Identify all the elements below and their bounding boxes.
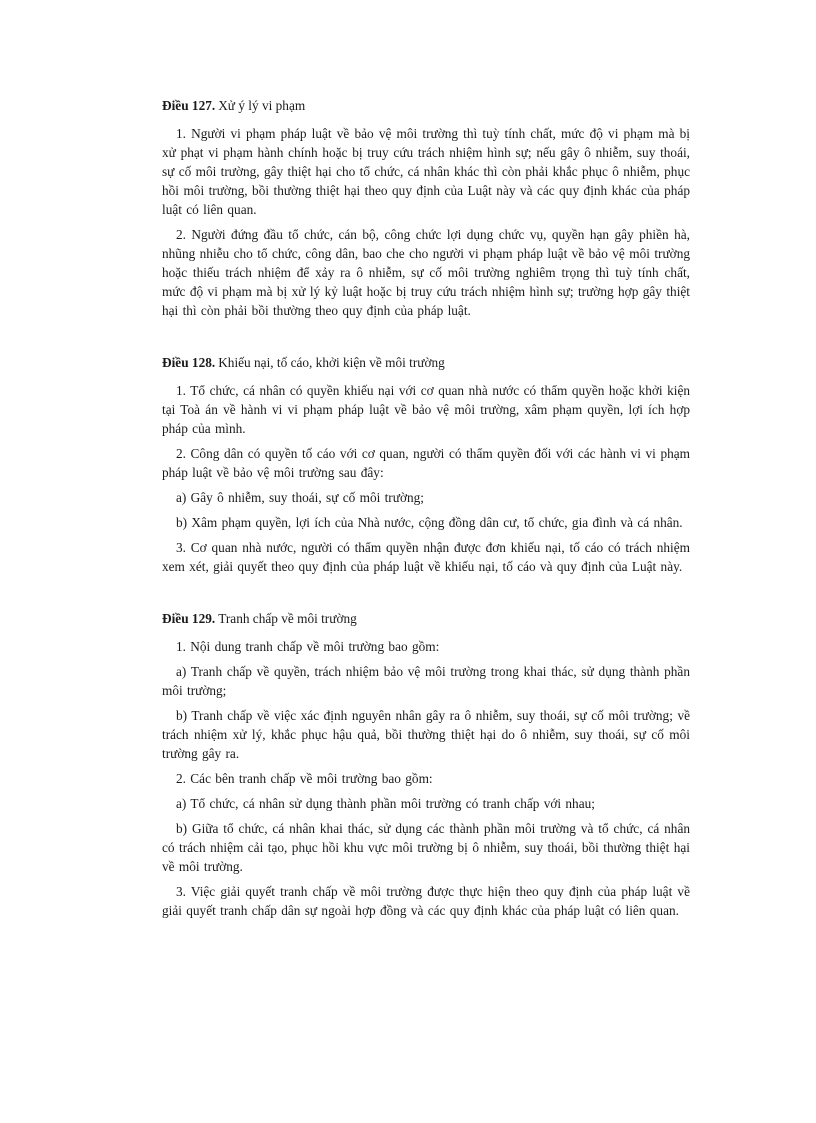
paragraph: a) Tổ chức, cá nhân sử dụng thành phần môi trường có tranh chấp với nhau; xyxy=(176,796,595,811)
article-number: Điều 129. xyxy=(162,611,216,626)
article-number: Điều 127. xyxy=(162,98,216,113)
article-number: Điều 128. xyxy=(162,355,216,370)
paragraph: 3. Việc giải quyết tranh chấp về môi trường được thực hiện theo quy định của pháp luật về giải quyết tranh chấp dân sự ngoài hợp đồng và các quy định khác của pháp luật có liên quan. xyxy=(162,884,690,918)
paragraph: 1. Người vi phạm pháp luật về bảo vệ môi trường thì tuỳ tính chất, mức độ vi phạm mà bị xử phạt vi phạm hành chính hoặc bị truy cứu trách nhiệm hình sự; nếu gây ô nhiễm, suy thoái, sự cố môi trường, gây thiệt hại cho tổ chức, cá nhân khác thì còn phải khắc phục ô nhiễm, phục hồi môi trường, bồi thường thiệt hại theo quy định của Luật này và các quy định khác của pháp luật có liên quan. xyxy=(162,126,690,217)
paragraph: b) Tranh chấp về việc xác định nguyên nhân gây ra ô nhiễm, suy thoái, sự cố môi trường; về trách nhiệm xử lý, khắc phục hậu quả, bồi thường thiệt hại do ô nhiễm, suy thoái, sự cố môi trường gây ra. xyxy=(162,708,690,761)
article-title: Xử ý lý vi phạm xyxy=(218,98,306,113)
paragraph: b) Giữa tổ chức, cá nhân khai thác, sử dụng các thành phần môi trường và tổ chức, cá nhân có trách nhiệm cải tạo, phục hồi khu vực môi trường bị ô nhiễm, suy thoái, bồi thường thiệt hại về môi trường. xyxy=(162,821,690,874)
paragraph: 3. Cơ quan nhà nước, người có thẩm quyền nhận được đơn khiếu nại, tố cáo có trách nhiệm xem xét, giải quyết theo quy định của pháp luật về khiếu nại, tố cáo và quy định của Luật này. xyxy=(162,540,690,574)
document-page xyxy=(162,96,690,926)
paragraph: 2. Người đứng đầu tổ chức, cán bộ, công chức lợi dụng chức vụ, quyền hạn gây phiền hà, nhũng nhiễu cho tổ chức, công dân, bao che cho người vi phạm pháp luật về bảo vệ môi trường hoặc thiếu trách nhiệm để xảy ra ô nhiễm, sự cố môi trường nghiêm trọng thì tuỳ tính chất, mức độ vi phạm mà bị xử lý kỷ luật hoặc bị truy cứu trách nhiệm hình sự; trường hợp gây thiệt hại thì còn phải bồi thường theo quy định của pháp luật. xyxy=(162,227,690,318)
paragraph: 1. Tổ chức, cá nhân có quyền khiếu nại với cơ quan nhà nước có thẩm quyền hoặc khởi kiện tại Toà án về hành vi vi phạm pháp luật về bảo vệ môi trường, xâm phạm quyền, lợi ích hợp pháp của mình. xyxy=(162,383,690,436)
paragraph: b) Xâm phạm quyền, lợi ích của Nhà nước, cộng đồng dân cư, tổ chức, gia đình và cá nhân. xyxy=(176,515,683,530)
article-128 xyxy=(162,353,690,576)
article-heading xyxy=(162,353,690,372)
article-127 xyxy=(162,96,690,320)
paragraph: a) Tranh chấp về quyền, trách nhiệm bảo vệ môi trường trong khai thác, sử dụng thành phần môi trường; xyxy=(162,664,690,698)
article-129 xyxy=(162,609,690,920)
article-heading xyxy=(162,609,690,628)
article-title: Khiếu nại, tố cáo, khởi kiện về môi trường xyxy=(218,355,445,370)
article-title: Tranh chấp về môi trường xyxy=(218,611,357,626)
paragraph: a) Gây ô nhiễm, suy thoái, sự cố môi trường; xyxy=(176,490,424,505)
paragraph: 2. Các bên tranh chấp về môi trường bao gồm: xyxy=(176,771,433,786)
article-heading xyxy=(162,96,690,115)
paragraph: 1. Nội dung tranh chấp về môi trường bao gồm: xyxy=(176,639,440,654)
paragraph: 2. Công dân có quyền tố cáo với cơ quan, người có thẩm quyền đối với các hành vi vi phạm pháp luật về bảo vệ môi trường sau đây: xyxy=(162,446,690,480)
